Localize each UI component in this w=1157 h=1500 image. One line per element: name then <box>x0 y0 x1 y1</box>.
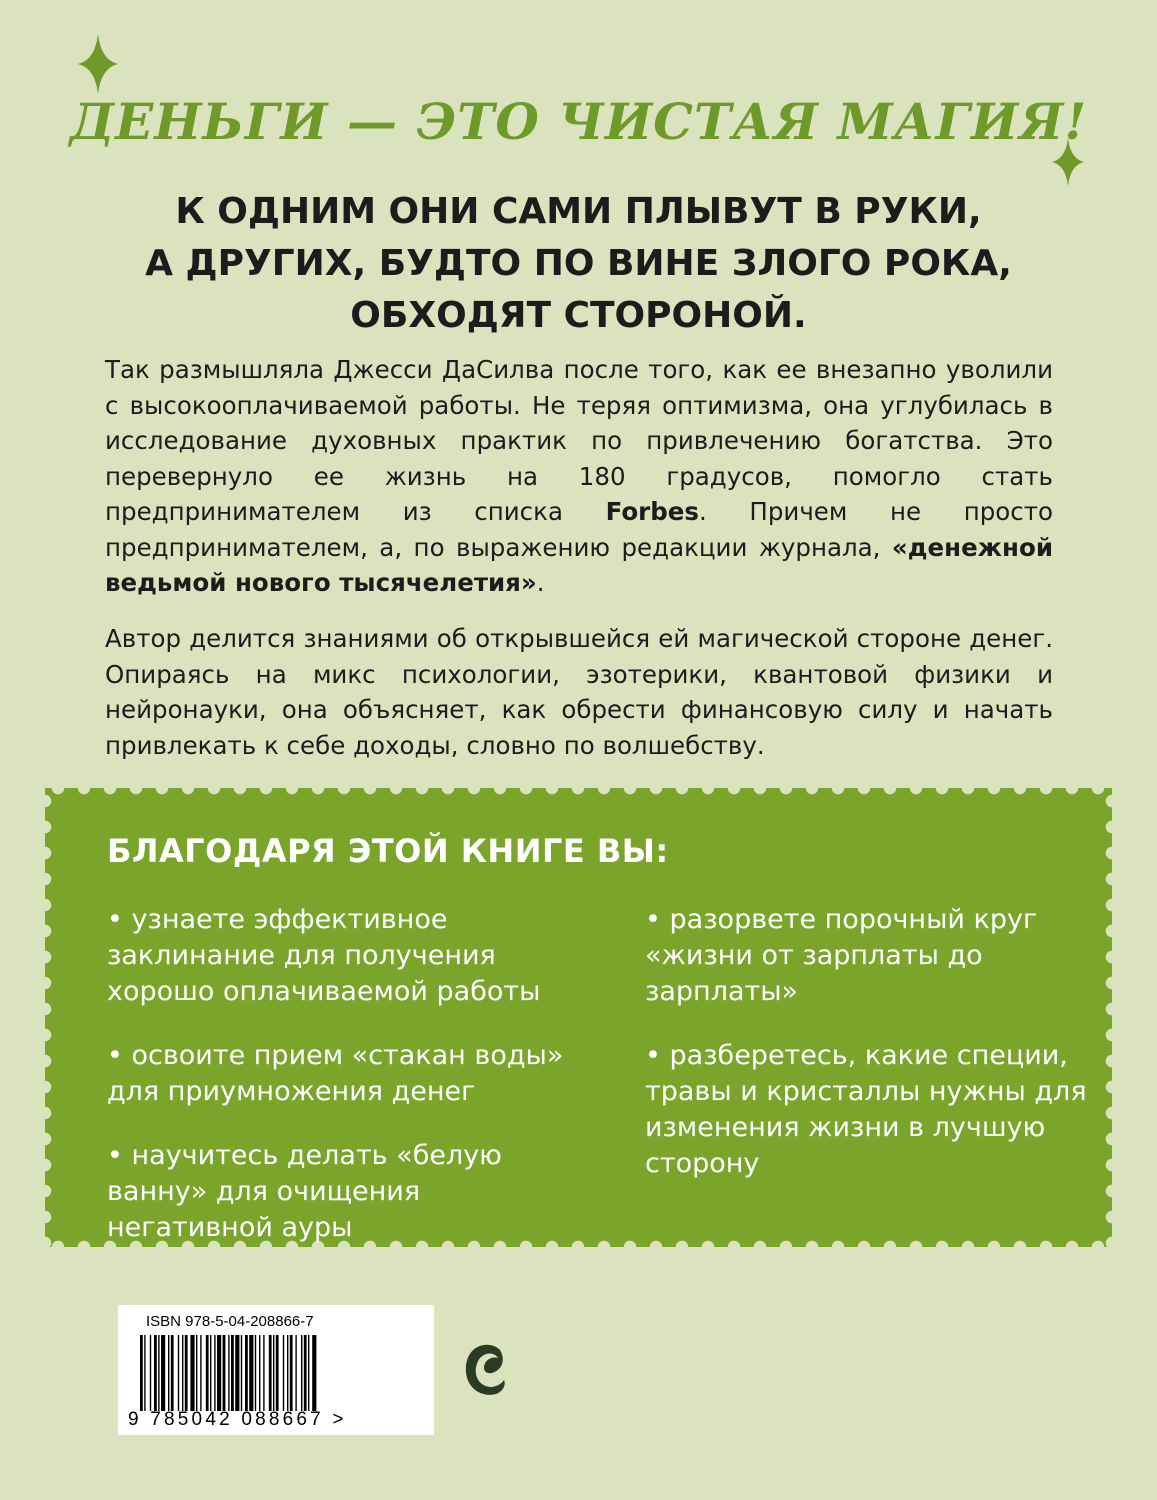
barcode-bar <box>210 1335 211 1411</box>
subhead-line: К ОДНИМ ОНИ САМИ ПЛЫВУТ В РУКИ, <box>175 191 982 232</box>
sparkle-icon <box>78 34 118 94</box>
subhead-line: ОБХОДЯТ СТОРОНОЙ. <box>350 295 807 336</box>
barcode-bar <box>263 1335 264 1411</box>
benefit-item: • разорвете порочный круг «жизни от зарплаты до зарплаты» <box>645 904 1038 1007</box>
forbes-quote: «денежной ведьмой нового тысячелетия» <box>105 532 1053 597</box>
benefit-item: • узнаете эффективное заклинание для получения хорошо оплачиваемой работы <box>107 904 541 1007</box>
barcode-bar <box>200 1335 201 1411</box>
barcode-bar <box>182 1335 183 1411</box>
benefit-item: • освоите прием «стакан воды» для приумножения денег <box>107 1040 564 1107</box>
headline: ДЕНЬГИ — ЭТО ЧИСТАЯ МАГИЯ! <box>69 92 1088 151</box>
barcode-bar <box>231 1335 234 1411</box>
barcode-bar <box>154 1335 157 1411</box>
barcode-bar <box>249 1335 253 1411</box>
description-paragraph-1 <box>105 352 1053 601</box>
barcode-bar <box>185 1335 188 1411</box>
description-paragraph-2: Автор делится знаниями об открывшейся ей магической стороне денег. Опираясь на микс психологии, эзотерики, квантовой физики и нейронауки, она объясняет, как обрести финансовую силу и начать привлекать к себе доходы, словно по волшебству. <box>105 624 1053 760</box>
barcode-bar <box>312 1335 316 1411</box>
subhead-line: А ДРУГИХ, БУДТО ПО ВИНЕ ЗЛОГО РОКА, <box>145 243 1012 284</box>
barcode-bar <box>196 1335 197 1411</box>
barcode-bar <box>301 1335 302 1411</box>
benefit-item: • научитесь делать «белую ванну» для очищения негативной ауры <box>107 1140 502 1243</box>
barcode-bar <box>144 1335 145 1411</box>
barcode-bar <box>190 1335 194 1411</box>
barcode-bar <box>206 1335 209 1411</box>
barcode-bar <box>269 1335 272 1411</box>
forbes-mention: Forbes <box>605 497 700 526</box>
barcode-bar <box>235 1335 239 1411</box>
barcode-bar <box>178 1335 179 1411</box>
barcode-bar <box>308 1335 309 1411</box>
paragraph-text: . Причем не просто предпринимателем, а, по выражению редакции журнала, <box>105 497 1053 562</box>
barcode-bar <box>214 1335 215 1411</box>
isbn-label: ISBN 978-5-04-208866-7 <box>146 1313 314 1330</box>
barcode-bar <box>158 1335 159 1411</box>
benefits-stamp <box>45 788 1112 1247</box>
barcode-bar <box>228 1335 229 1411</box>
barcode-bar <box>273 1335 274 1411</box>
barcode-bar <box>168 1335 169 1411</box>
benefits-title: БЛАГОДАРЯ ЭТОЙ КНИГЕ ВЫ: <box>107 832 669 870</box>
isbn-digits: 9 785042 088667 > <box>128 1409 347 1430</box>
barcode-bar <box>150 1335 151 1411</box>
barcode-bar <box>245 1335 248 1411</box>
barcode-bar <box>217 1335 221 1411</box>
barcode-bar <box>295 1335 296 1411</box>
barcode-bar <box>255 1335 256 1411</box>
subheadline <box>60 186 1097 342</box>
barcode <box>140 1335 416 1411</box>
barcode-bar <box>161 1335 165 1411</box>
paragraph-text: . <box>536 568 545 597</box>
barcode-bar <box>259 1335 260 1411</box>
barcode-bar <box>283 1335 284 1411</box>
benefit-item: • разберетесь, какие специи, травы и кристаллы нужны для изменения жизни в лучшую сторону <box>645 1040 1087 1179</box>
barcode-bar <box>241 1335 242 1411</box>
paragraph-text: Так размышляла Джесси ДаСилва после того, как ее внезапно уволили с высокооплачиваемой работы. Не теряя оптимизма, она углубилась в исследование духовных практик по привлечению богатства. Это перевернуло ее жизнь на 180 градусов, помогло стать предпринимателем из списка <box>105 355 1053 526</box>
barcode-bar <box>223 1335 226 1411</box>
isbn-barcode-box <box>118 1305 434 1435</box>
barcode-bar <box>276 1335 279 1411</box>
barcode-bar <box>290 1335 293 1411</box>
barcode-bar <box>171 1335 174 1411</box>
publisher-logo-icon <box>460 1338 508 1408</box>
barcode-bar <box>140 1335 143 1411</box>
barcode-bar <box>287 1335 288 1411</box>
barcode-bar <box>304 1335 307 1411</box>
